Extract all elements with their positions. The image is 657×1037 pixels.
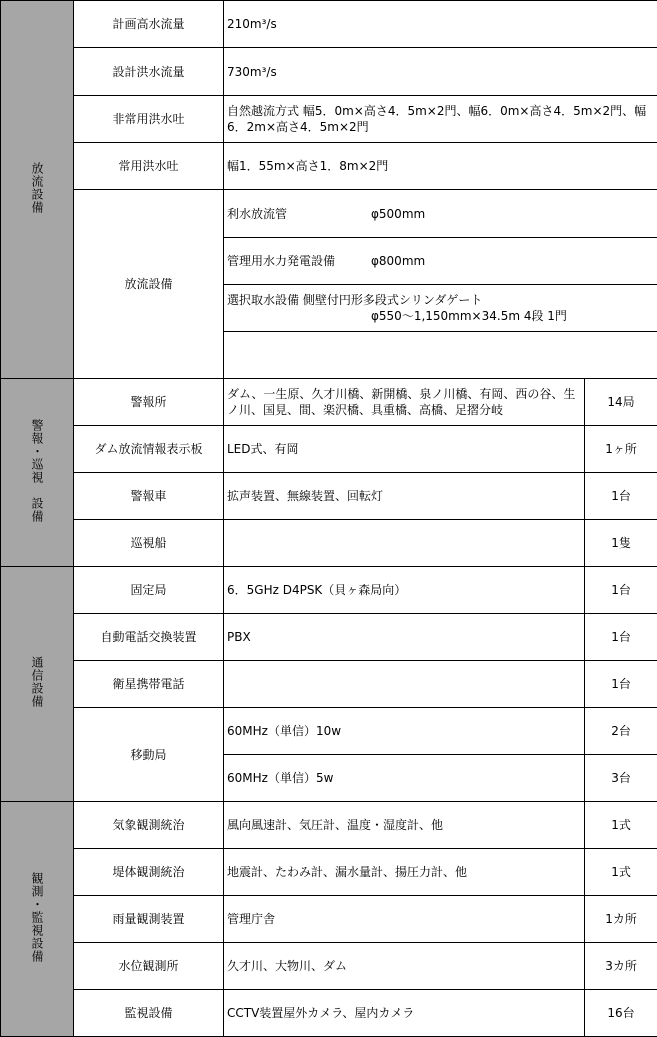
item-label: 水位観測所 [74,943,224,990]
item-label: 自動電話交換装置 [74,614,224,661]
item-spec: 60MHz（単信）5w [224,755,585,802]
item-spec: 利水放流管 φ500mm [224,190,657,238]
item-label: 計画高水流量 [74,1,224,48]
item-spec: 選択取水設備 側壁付円形多段式シリンダゲート φ550～1,150mm×34.5m 4段 1門 [224,285,657,332]
item-spec: 風向風速計、気圧計、温度・湿度計、他 [224,802,585,849]
item-spec: 幅1．55m×高さ1．8m×2門 [224,143,657,190]
item-spec [224,520,585,567]
item-quantity: 2台 [585,708,657,755]
item-label: 雨量観測装置 [74,896,224,943]
item-spec: 自然越流方式 幅5．0m×高さ4．5m×2門、幅6．0m×高さ4．5m×2門、幅6．2m×高さ4．5m×2門 [224,96,657,143]
category-discharge-facilities: 放流設備 [1,1,74,379]
item-label: 警報車 [74,473,224,520]
item-quantity: 1台 [585,567,657,614]
item-quantity: 14局 [585,379,657,426]
item-label: 設計洪水流量 [74,48,224,96]
item-quantity: 1式 [585,849,657,896]
item-quantity: 1台 [585,614,657,661]
item-spec [224,661,585,708]
item-quantity: 1カ所 [585,896,657,943]
item-spec: 管理庁舎 [224,896,585,943]
item-label: 監視設備 [74,990,224,1037]
item-label: 気象観測統治 [74,802,224,849]
category-warning-patrol-facilities: 警報・巡視 設備 [1,379,74,567]
item-label: 巡視船 [74,520,224,567]
item-spec: 地震計、たわみ計、漏水量計、揚圧力計、他 [224,849,585,896]
item-label: 衛星携帯電話 [74,661,224,708]
item-quantity: 1台 [585,473,657,520]
item-spec: CCTV装置屋外カメラ、屋内カメラ [224,990,585,1037]
item-quantity: 1ヶ所 [585,426,657,473]
item-spec: ダム、一生原、久才川橋、新開橋、泉ノ川橋、有岡、西の谷、生ノ川、国見、間、楽沢橋、具重橋、高橋、足摺分岐 [224,379,585,426]
item-label: ダム放流情報表示板 [74,426,224,473]
item-spec: 6．5GHz D4PSK（貝ヶ森局向） [224,567,585,614]
item-spec: 管理用水力発電設備 φ800mm [224,238,657,285]
category-observation-monitoring-facilities: 観測・監視設備 [1,802,74,1037]
item-quantity: 1式 [585,802,657,849]
item-spec: 拡声装置、無線装置、回転灯 [224,473,585,520]
item-spec: 210m³/s [224,1,657,48]
item-label: 固定局 [74,567,224,614]
item-label: 警報所 [74,379,224,426]
item-quantity: 16台 [585,990,657,1037]
item-quantity: 1隻 [585,520,657,567]
category-communication-facilities: 通信設備 [1,567,74,802]
item-spec: 730m³/s [224,48,657,96]
item-label: 堤体観測統治 [74,849,224,896]
item-label: 放流設備 [74,190,224,379]
item-quantity: 1台 [585,661,657,708]
item-label: 移動局 [74,708,224,802]
item-spec: 久才川、大物川、ダム [224,943,585,990]
item-spec: PBX [224,614,585,661]
item-spec: LED式、有岡 [224,426,585,473]
item-label: 常用洪水吐 [74,143,224,190]
item-quantity: 3カ所 [585,943,657,990]
item-quantity: 3台 [585,755,657,802]
item-spec [224,332,657,379]
item-spec: 60MHz（単信）10w [224,708,585,755]
item-label: 非常用洪水吐 [74,96,224,143]
